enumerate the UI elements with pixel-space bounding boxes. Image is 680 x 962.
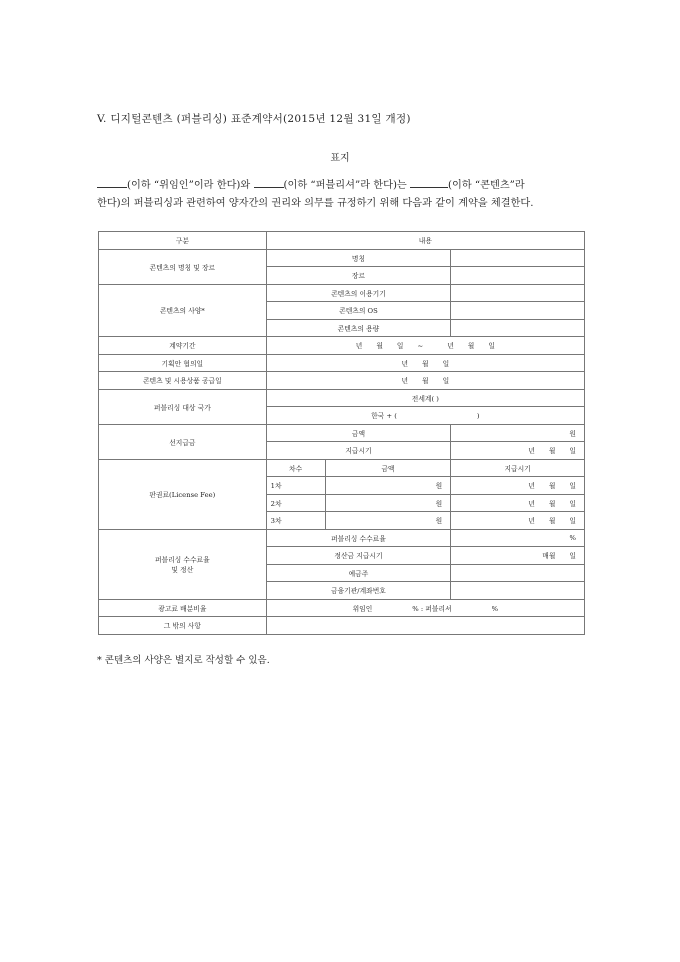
advance-amount-label: 금액	[266, 424, 451, 442]
os-value-cell[interactable]	[451, 302, 585, 320]
license-col-round: 차수	[266, 459, 325, 477]
document-heading: V. 디지털콘텐츠 (퍼블리싱) 표준계약서(2015년 12월 31일 개정)	[97, 113, 411, 125]
intro-part-1: (이하 “위임인”이라 한다)와	[127, 180, 251, 191]
table-header-row	[99, 232, 585, 250]
footnote: * 콘텐츠의 사양은 별지로 작성할 수 있음.	[97, 655, 270, 666]
name-value-cell[interactable]	[451, 249, 585, 267]
table-row	[99, 389, 585, 407]
delegator-blank[interactable]	[97, 177, 127, 188]
device-value-cell[interactable]	[451, 284, 585, 302]
ad-ratio-value[interactable]: 위임인 % : 퍼블리셔 %	[266, 599, 584, 617]
table-row	[99, 599, 585, 617]
contract-cover-table	[98, 231, 585, 635]
settlement-value[interactable]: 매월 일	[451, 547, 585, 565]
cover-title: 표지	[330, 153, 350, 164]
settlement-label: 정산금 지급시기	[266, 547, 451, 565]
other-label: 그 밖의 사항	[99, 617, 267, 635]
table-row	[99, 459, 585, 477]
other-value-cell[interactable]	[266, 617, 584, 635]
intro-line-2: 한다)의 퍼블리싱과 관련하여 양자간의 권리와 의무를 규정하기 위해 다음과 같이 계약을 체결한다.	[97, 198, 534, 209]
license-round-3: 3차	[266, 512, 325, 530]
genre-label: 장르	[266, 267, 451, 285]
content-name-label: 콘텐츠의 명칭 및 장르	[99, 249, 267, 284]
planning-label: 기획안 협의일	[99, 354, 267, 372]
table-row	[99, 284, 585, 302]
bank-value-cell[interactable]	[451, 582, 585, 600]
license-col-timing: 지급시기	[451, 459, 585, 477]
table-row	[99, 617, 585, 635]
license-timing-2[interactable]: 년 월 일	[451, 494, 585, 512]
supply-label: 콘텐츠 및 시용상품 공급일	[99, 372, 267, 390]
intro-part-3: (이하 “콘텐츠”라	[448, 180, 525, 191]
license-amount-2[interactable]: 원	[325, 494, 451, 512]
table-row	[99, 424, 585, 442]
publisher-blank[interactable]	[254, 177, 284, 188]
table-row	[99, 337, 585, 355]
bank-label: 금융기관/계좌번호	[266, 582, 451, 600]
spec-label: 콘텐츠의 사양*	[99, 284, 267, 337]
license-timing-3[interactable]: 년 월 일	[451, 512, 585, 530]
header-category: 구분	[99, 232, 267, 250]
license-label: 판권료(License Fee)	[99, 459, 267, 529]
advance-label: 선지급금	[99, 424, 267, 459]
period-label: 계약기간	[99, 337, 267, 355]
license-amount-3[interactable]: 원	[325, 512, 451, 530]
intro-paragraph	[97, 177, 597, 213]
advance-timing-label: 지급시기	[266, 442, 451, 460]
worldwide-option[interactable]: 전세계( )	[266, 389, 584, 407]
license-timing-1[interactable]: 년 월 일	[451, 477, 585, 495]
license-round-2: 2차	[266, 494, 325, 512]
table-row	[99, 354, 585, 372]
planning-value[interactable]: 년 월 일	[266, 354, 584, 372]
genre-value-cell[interactable]	[451, 267, 585, 285]
name-label: 명칭	[266, 249, 451, 267]
table-row	[99, 372, 585, 390]
os-label: 콘텐츠의 OS	[266, 302, 451, 320]
holder-value-cell[interactable]	[451, 564, 585, 582]
advance-timing-value[interactable]: 년 월 일	[451, 442, 585, 460]
license-round-1: 1차	[266, 477, 325, 495]
device-label: 콘텐츠의 이용기기	[266, 284, 451, 302]
size-label: 콘텐츠의 용량	[266, 319, 451, 337]
table-row	[99, 249, 585, 267]
supply-value[interactable]: 년 월 일	[266, 372, 584, 390]
license-col-amount: 금액	[325, 459, 451, 477]
advance-amount-value[interactable]: 원	[451, 424, 585, 442]
korea-option[interactable]: 한국 + ( )	[266, 407, 584, 425]
fee-label: 퍼블리싱 수수료율 및 정산	[99, 529, 267, 599]
fee-rate-value[interactable]: %	[451, 529, 585, 547]
table-row	[99, 529, 585, 547]
fee-rate-label: 퍼블리싱 수수료율	[266, 529, 451, 547]
size-value-cell[interactable]	[451, 319, 585, 337]
period-value[interactable]: 년 월 일 ~ 년 월 일	[266, 337, 584, 355]
header-content: 내용	[266, 232, 584, 250]
ad-label: 광고료 배분비율	[99, 599, 267, 617]
license-amount-1[interactable]: 원	[325, 477, 451, 495]
intro-part-2: (이하 “퍼블리셔”라 한다)는	[283, 180, 407, 191]
country-label: 퍼블리싱 대상 국가	[99, 389, 267, 424]
content-blank[interactable]	[410, 177, 448, 188]
holder-label: 예금주	[266, 564, 451, 582]
